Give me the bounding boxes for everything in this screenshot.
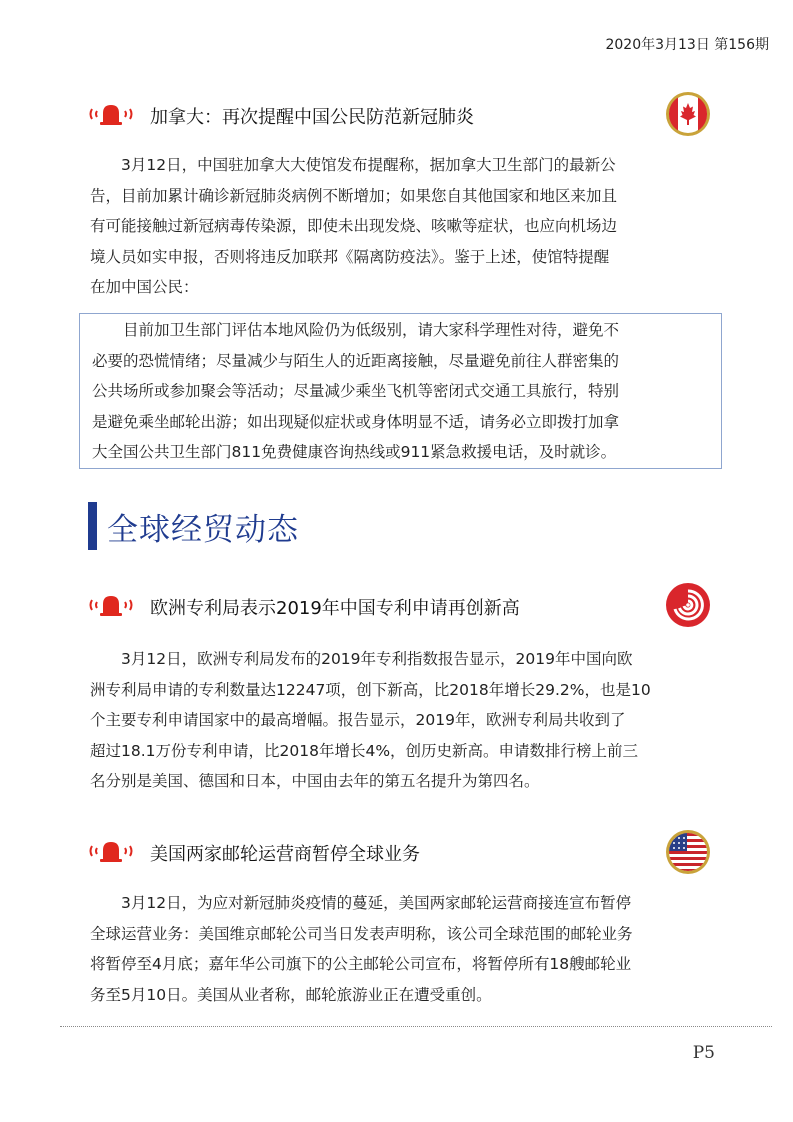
article-body: [90, 150, 720, 303]
usa-flag-icon: [665, 829, 711, 875]
body-line: 3月12日，欧洲专利局发布的2019年专利指数报告显示，2019年中国向欧: [90, 650, 633, 668]
alarm-bell-icon: [88, 838, 134, 864]
body-line: 3月12日，中国驻加拿大大使馆发布提醒称，据加拿大卫生部门的最新公: [90, 156, 616, 174]
issue-date: 2020年3月13日 第156期: [605, 37, 769, 53]
advisory-box: [79, 313, 722, 469]
body-line: 个主要专利申请国家中的最高增幅。报告显示，2019年，欧洲专利局共收到了: [90, 711, 626, 729]
article-title: 加拿大：再次提醒中国公民防范新冠肺炎: [150, 107, 474, 128]
article-body: [90, 644, 720, 797]
article-body: [90, 888, 720, 1010]
body-line: 有可能接触过新冠病毒传染源，即使未出现发烧、咳嗽等症状，也应向机场边: [90, 217, 618, 235]
section-accent-bar: [88, 502, 97, 550]
body-line: 务至5月10日。美国从业者称，邮轮旅游业正在遭受重创。: [90, 985, 492, 1004]
box-line: 是避免乘坐邮轮出游；如出现疑似症状或身体明显不适，请务必立即拨打加拿: [92, 412, 620, 431]
canada-flag-icon: [665, 91, 711, 137]
body-line: 全球运营业务：美国维京邮轮公司当日发表声明称，该公司全球范围的邮轮业务: [90, 924, 633, 943]
body-line: 3月12日，为应对新冠肺炎疫情的蔓延，美国两家邮轮运营商接连宣布暂停: [90, 894, 632, 912]
page-number: P5: [692, 1043, 715, 1063]
box-line: 必要的恐慌情绪；尽量减少与陌生人的近距离接触，尽量避免前往人群密集的: [92, 351, 620, 370]
body-line: 名分别是美国、德国和日本，中国由去年的第五名提升为第四名。: [90, 772, 540, 790]
section-title: 全球经贸动态: [107, 512, 299, 548]
body-line: 将暂停至4月底；嘉年华公司旗下的公主邮轮公司宣布，将暂停所有18艘邮轮业: [90, 955, 632, 973]
box-line: 公共场所或参加聚会等活动；尽量减少乘坐飞机等密闭式交通工具旅行，特别: [92, 382, 620, 400]
box-line: 大全国公共卫生部门811免费健康咨询热线或911紧急救援电话，及时就诊。: [92, 443, 617, 461]
body-line: 告，目前加累计确诊新冠肺炎病例不断增加；如果您自其他国家和地区来加且: [90, 186, 618, 205]
body-line: 境人员如实申报，否则将违反加联邦《隔离防疫法》。鉴于上述，使馆特提醒: [90, 247, 610, 266]
alarm-bell-icon: [88, 101, 134, 127]
article-title: 美国两家邮轮运营商暂停全球业务: [150, 844, 420, 865]
body-line: 洲专利局申请的专利数量达12247项，创下新高，比2018年增长29.2%，也是10: [90, 680, 651, 699]
box-line: 目前加卫生部门评估本地风险仍为低级别，请大家科学理性对待，避免不: [92, 321, 620, 339]
epo-logo-icon: [665, 582, 711, 628]
article-title: 欧洲专利局表示2019年中国专利申请再创新高: [150, 598, 520, 619]
footer-divider: [60, 1026, 772, 1027]
body-line: 在加中国公民：: [90, 278, 199, 296]
body-line: 超过18.1万份专利申请，比2018年增长4%，创历史新高。申请数排行榜上前三: [90, 741, 639, 760]
alarm-bell-icon: [88, 592, 134, 618]
